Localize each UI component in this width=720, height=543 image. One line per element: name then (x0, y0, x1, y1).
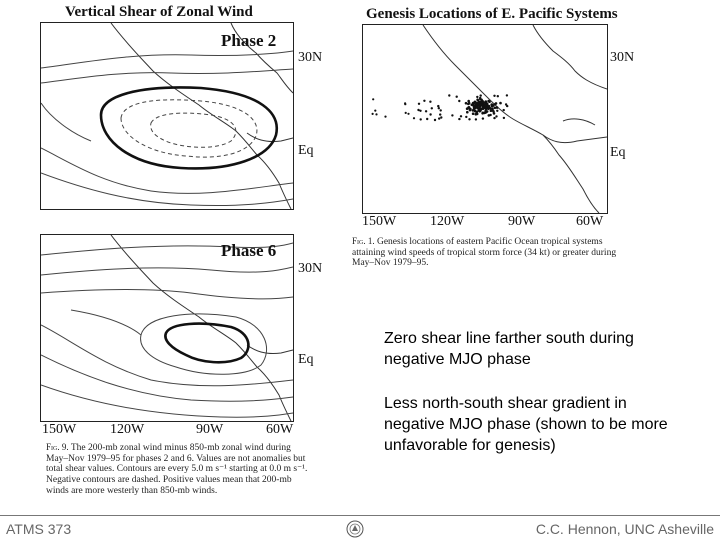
right-caption-line: attaining wind speeds of tropical storm force (34 kt) or greater during (352, 247, 617, 258)
lat-label-30n-top: 30N (298, 50, 323, 65)
genesis-points (363, 25, 607, 213)
right-lat-label-30n: 30N (610, 50, 635, 65)
right-figure-caption (352, 236, 652, 269)
footer-author-label: C.C. Hennon, UNC Asheville (535, 521, 714, 537)
lon-label-120w-right: 120W (430, 214, 465, 229)
note-shear-gradient: Less north-south shear gradient in negative MJO phase (shown to be more unfavorable for genesis) (384, 395, 668, 455)
left-figure-caption (46, 442, 346, 496)
shear-map-phase-2 (40, 22, 294, 210)
left-figure-title: Vertical Shear of Zonal Wind (65, 4, 253, 20)
lon-label-150w-left: 150W (42, 422, 77, 437)
phase-2-label: Phase 2 (221, 31, 277, 50)
right-figure-title: Genesis Locations of E. Pacific Systems (366, 6, 618, 22)
left-caption-line: winds are more westerly than 850-mb winds. (46, 485, 218, 496)
left-caption-line: total shear values. Contours are every 5.0 m s⁻¹ starting at 0.0 m s⁻¹. (46, 464, 308, 475)
lat-label-eq-top: Eq (298, 143, 314, 158)
lon-label-60w-left: 60W (266, 422, 294, 437)
phase-6-label: Phase 6 (221, 241, 277, 260)
lon-label-120w-left: 120W (110, 422, 145, 437)
lat-label-30n-bottom: 30N (298, 261, 323, 276)
right-caption-line: Genesis locations of eastern Pacific Ocean tropical systems (376, 237, 603, 247)
left-caption-label: Fig. 9. (46, 442, 69, 452)
lat-label-eq-bottom: Eq (298, 352, 314, 367)
footer-course-label: ATMS 373 (6, 521, 72, 537)
left-caption-line: May–Nov 1979–95 for phases 2 and 6. Values are not anomalies but (46, 453, 306, 464)
left-caption-line: Negative contours are dashed. Positive values mean that 200-mb (46, 474, 292, 485)
lon-label-90w-left: 90W (196, 422, 224, 437)
shear-contours-phase-6 (41, 235, 293, 421)
right-caption-label: Fig. 1. (352, 236, 375, 246)
right-caption-line: May–Nov 1979–95. (352, 258, 429, 269)
right-lat-label-eq: Eq (610, 145, 626, 160)
lon-label-60w-right: 60W (576, 214, 604, 229)
university-seal-icon (346, 520, 364, 538)
slide-footer (0, 515, 720, 541)
shear-map-phase-6 (40, 234, 294, 422)
lon-label-150w-right: 150W (362, 214, 397, 229)
lon-label-90w-right: 90W (508, 214, 536, 229)
note-zero-shear: Zero shear line farther south during negative MJO phase (384, 330, 634, 369)
genesis-map (362, 24, 608, 214)
left-caption-line: The 200-mb zonal wind minus 850-mb zonal wind during (70, 443, 291, 453)
